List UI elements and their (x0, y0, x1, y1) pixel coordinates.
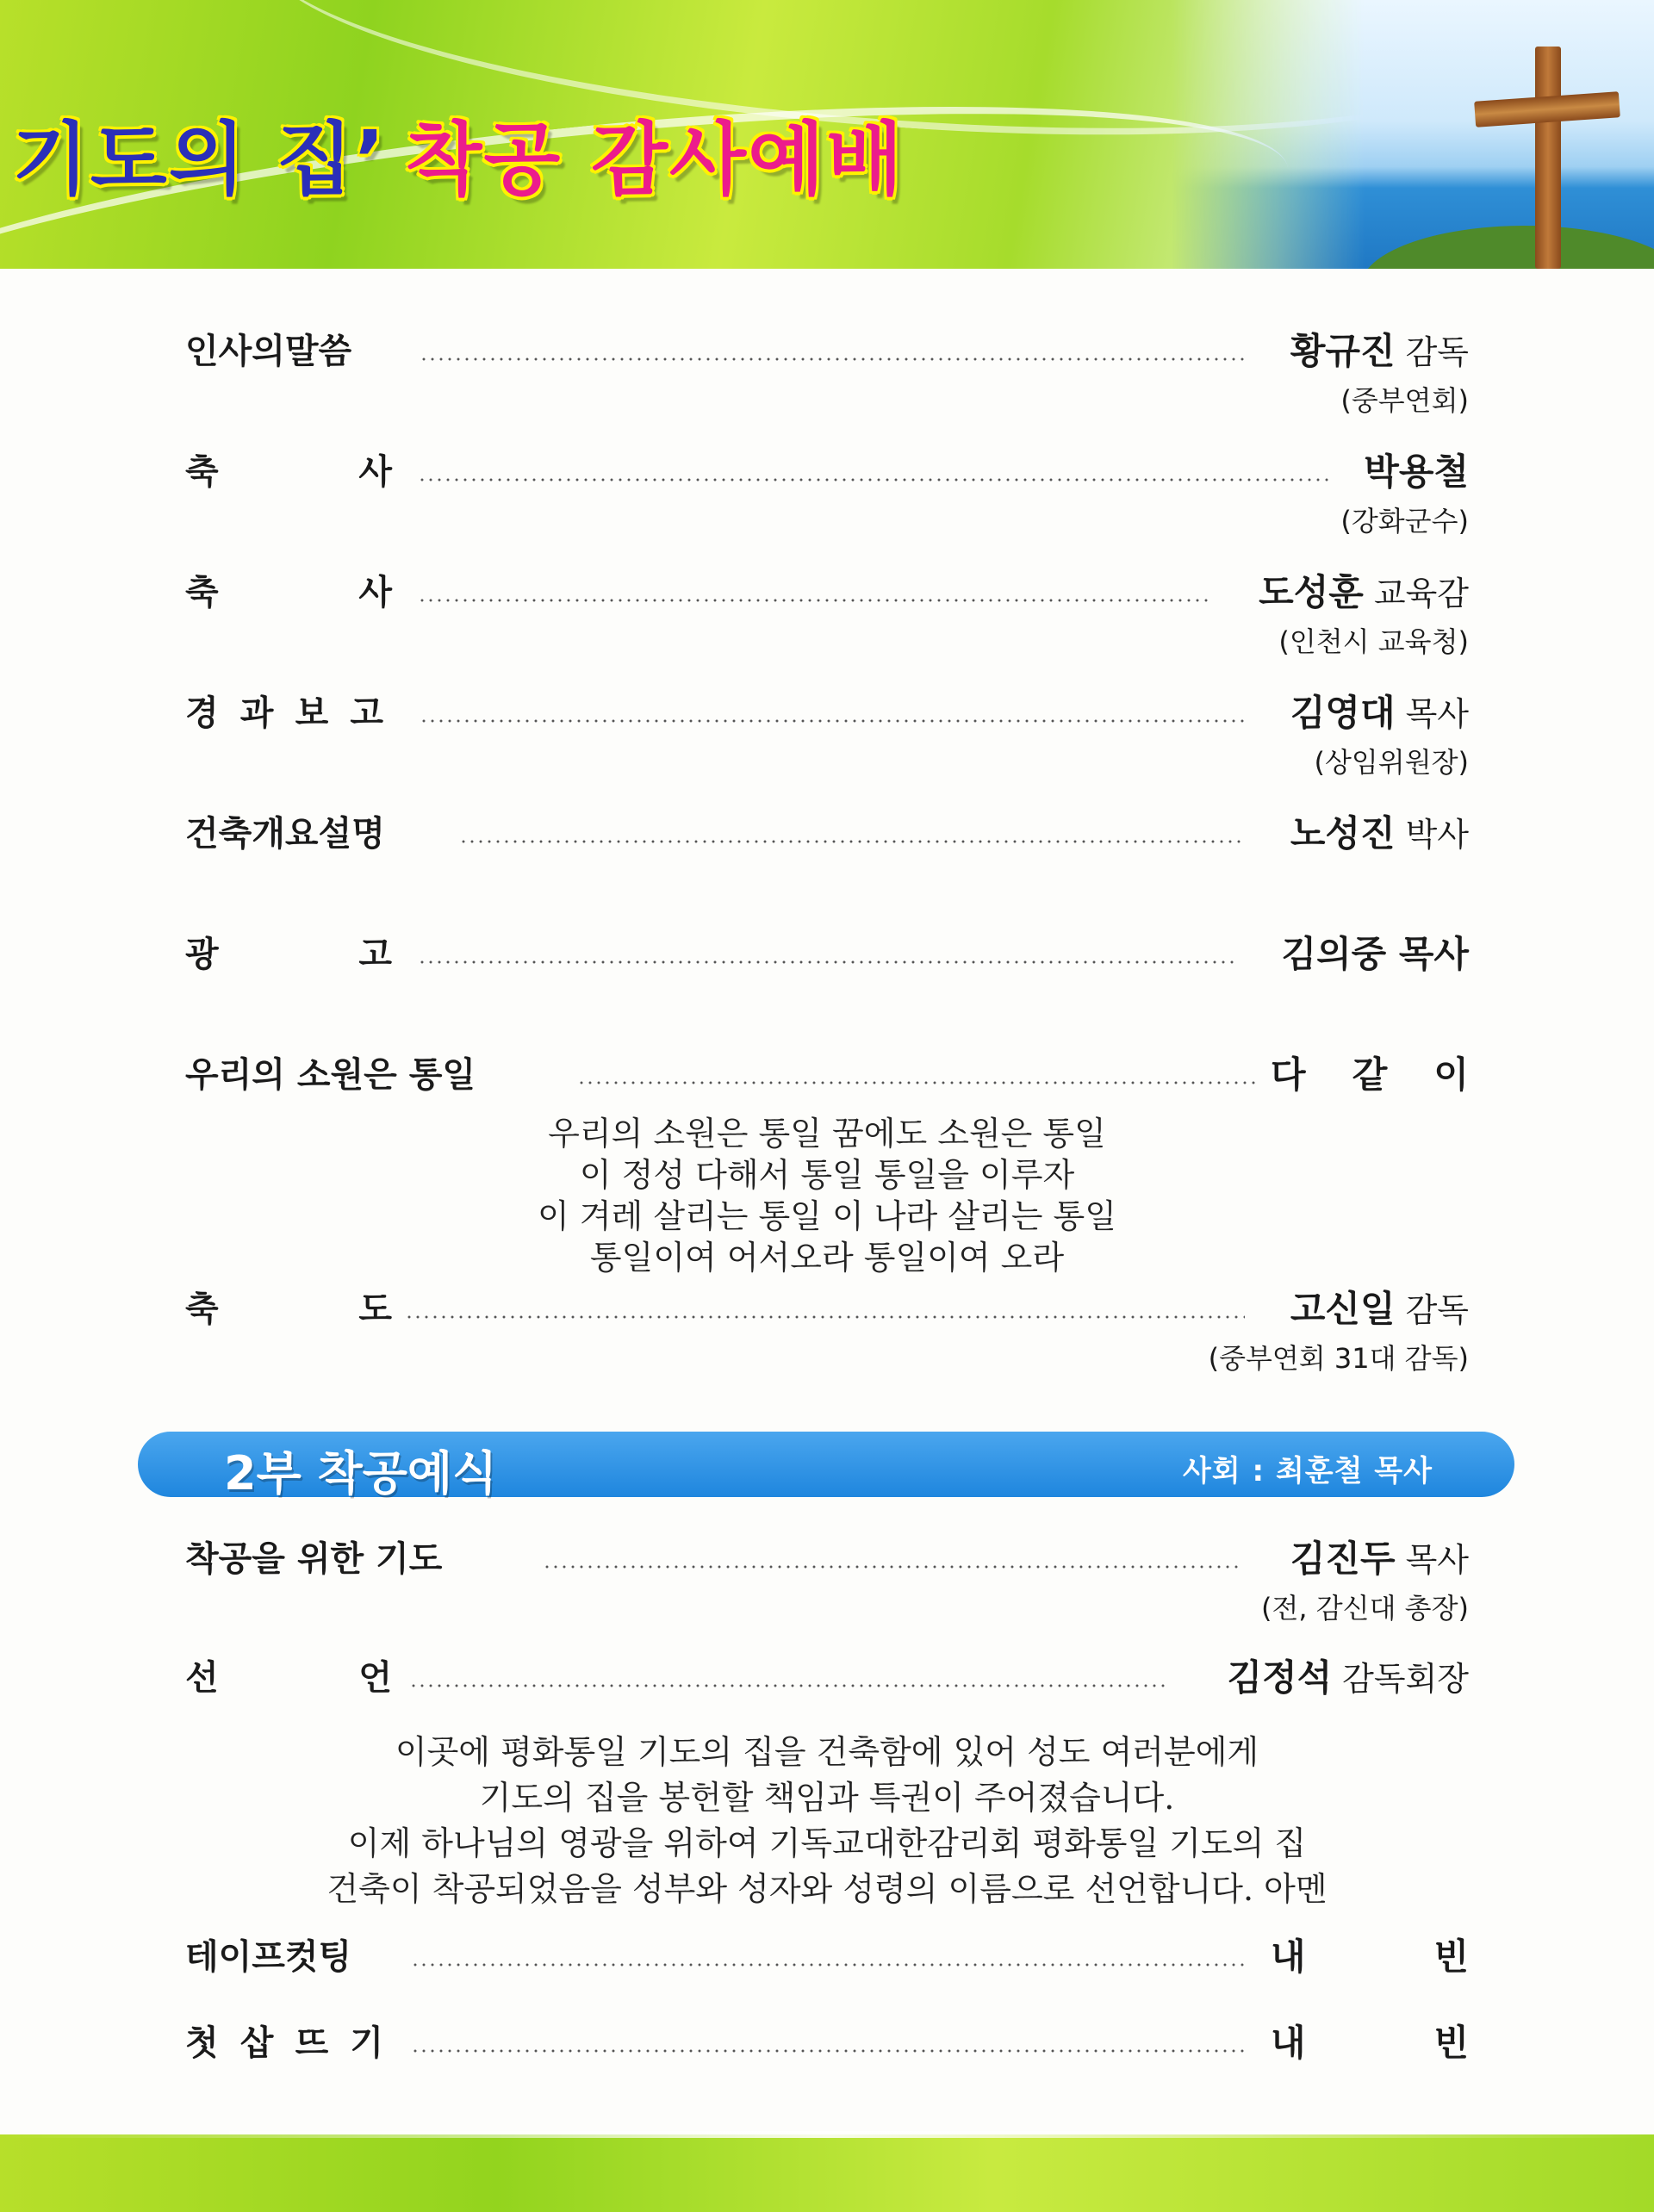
person-title: 목사 (1405, 1541, 1469, 1579)
program-row (185, 929, 1469, 980)
section-title: 2부 착공예식 (224, 1446, 498, 1501)
program-row (185, 687, 1469, 739)
program-person (1227, 1652, 1469, 1705)
program-row (185, 1652, 1469, 1704)
declaration-text (0, 1730, 1654, 1912)
person-name: 김영대 (1290, 692, 1396, 734)
program-row (185, 1931, 1469, 1983)
program-person (1290, 808, 1469, 861)
program-row (185, 2017, 1469, 2069)
person-title: 목사 (1405, 695, 1469, 733)
declaration-line: 건축이 착공되었음을 성부와 성자와 성령의 이름으로 선언합니다. 아멘 (326, 1870, 1328, 1908)
label-char: 보 (295, 693, 329, 733)
person-char: 내 (1271, 2022, 1306, 2064)
dot-leader (411, 1931, 1245, 1983)
person-title: 교육감 (1373, 575, 1469, 612)
label-char: 고 (358, 935, 392, 974)
person-affiliation: (중부연회) (1340, 384, 1469, 417)
label-char: 사 (358, 573, 392, 612)
program-label (185, 446, 392, 498)
label-char: 첫 (185, 2023, 219, 2063)
sky-sea-image (1172, 0, 1654, 269)
person-char: 다 (1271, 1053, 1306, 1096)
program-person (1271, 2017, 1469, 2069)
program-row (185, 1049, 1469, 1101)
program-person (1271, 1049, 1469, 1101)
program-person (1364, 446, 1469, 499)
program-row (185, 1283, 1469, 1335)
program-row (185, 1533, 1469, 1585)
person-affiliation: (인천시 교육청) (1278, 625, 1469, 658)
program-row (185, 446, 1469, 498)
dot-leader (420, 326, 1245, 377)
label-char: 축 (185, 1289, 219, 1329)
section-2-header (138, 1432, 1514, 1501)
label-char: 사 (358, 452, 392, 492)
program-person (1290, 687, 1469, 740)
dot-leader (418, 929, 1238, 980)
dot-leader (418, 446, 1331, 498)
person-name: 김의중 목사 (1281, 933, 1469, 975)
program-label (185, 2017, 383, 2069)
person-affiliation: (강화군수) (1340, 505, 1469, 537)
person-name: 황규진 (1290, 330, 1396, 372)
person-char: 빈 (1433, 2022, 1469, 2064)
program-person (1282, 929, 1469, 981)
cross-icon (1535, 47, 1561, 269)
person-title: 박사 (1405, 816, 1469, 854)
lyric-line: 이 겨레 살리는 통일 이 나라 살리는 통일 (538, 1197, 1116, 1235)
program-person (1271, 1931, 1469, 1983)
program-label (185, 687, 383, 739)
dot-leader (405, 1283, 1245, 1335)
program-label: 인사의말씀 (185, 332, 352, 371)
person-name: 김진두 (1290, 1538, 1396, 1580)
dot-leader (577, 1049, 1258, 1101)
dot-leader (459, 808, 1245, 860)
person-title: 감독회장 (1342, 1660, 1469, 1698)
label-char: 과 (239, 693, 274, 733)
label-char: 축 (185, 452, 219, 492)
program-person (1290, 1283, 1469, 1336)
label-char: 선 (185, 1658, 219, 1698)
person-name: 도성훈 (1259, 571, 1364, 613)
label-char: 도 (358, 1289, 392, 1329)
program-label: 테이프컷팅 (185, 1937, 352, 1977)
person-name: 노성진 (1290, 812, 1396, 854)
person-char: 내 (1271, 1936, 1306, 1978)
label-char: 고 (350, 693, 383, 733)
header-banner (0, 0, 1654, 269)
person-title: 감독 (1405, 1291, 1469, 1329)
footer-band (0, 2134, 1654, 2212)
dot-leader (411, 2017, 1245, 2069)
person-char: 같 (1352, 1053, 1388, 1096)
label-char: 축 (185, 573, 219, 612)
program-label (185, 1652, 392, 1704)
person-affiliation: (전, 감신대 총장) (1261, 1592, 1469, 1625)
lyric-line: 이 정성 다해서 통일 통일을 이루자 (579, 1156, 1075, 1194)
page-title (12, 96, 905, 210)
title-part-1: 기도의 집’ (12, 114, 387, 206)
dot-leader (409, 1652, 1167, 1704)
label-char: 뜨 (295, 2023, 329, 2063)
person-title: 감독 (1405, 333, 1469, 371)
program-label: 우리의 소원은 통일 (185, 1055, 476, 1095)
person-affiliation: (중부연회 31대 감독) (1208, 1342, 1469, 1375)
label-char: 언 (358, 1658, 392, 1698)
program-label (185, 929, 392, 980)
dot-leader (420, 687, 1245, 739)
program-label (185, 1283, 392, 1335)
lyric-line: 우리의 소원은 통일 꿈에도 소원은 통일 (548, 1115, 1106, 1153)
declaration-line: 이곳에 평화통일 기도의 집을 건축함에 있어 성도 여러분에게 (395, 1733, 1259, 1771)
lyric-line: 통일이여 어서오라 통일이여 오라 (589, 1239, 1065, 1277)
dot-leader (418, 567, 1210, 618)
person-name: 박용철 (1364, 450, 1469, 493)
label-char: 삽 (239, 2023, 274, 2063)
declaration-line: 기도의 집을 봉헌할 책임과 특권이 주어졌습니다. (479, 1779, 1175, 1817)
person-char: 빈 (1433, 1936, 1469, 1978)
program-label (185, 567, 392, 618)
person-name: 김정석 (1227, 1656, 1333, 1699)
label-char: 경 (185, 693, 219, 733)
label-char: 기 (350, 2023, 383, 2063)
program-person (1290, 1533, 1469, 1586)
person-name: 고신일 (1290, 1288, 1396, 1330)
declaration-line: 이제 하나님의 영광을 위하여 기독교대한감리회 평화통일 기도의 집 (347, 1824, 1307, 1862)
program-person (1259, 567, 1469, 619)
program-person (1290, 326, 1469, 378)
program-label: 건축개요설명 (185, 814, 385, 854)
program-row (185, 567, 1469, 618)
dot-leader (543, 1533, 1240, 1585)
section-host: 사회 : 최훈철 목사 (1182, 1454, 1433, 1488)
program-row (185, 326, 1469, 377)
label-char: 광 (185, 935, 219, 974)
title-part-2: 착공 감사예배 (405, 114, 905, 206)
program-label: 착공을 위한 기도 (185, 1539, 443, 1579)
program-row (185, 808, 1469, 860)
person-char: 이 (1433, 1053, 1469, 1096)
song-lyrics (0, 1113, 1654, 1278)
person-affiliation: (상임위원장) (1314, 746, 1469, 779)
